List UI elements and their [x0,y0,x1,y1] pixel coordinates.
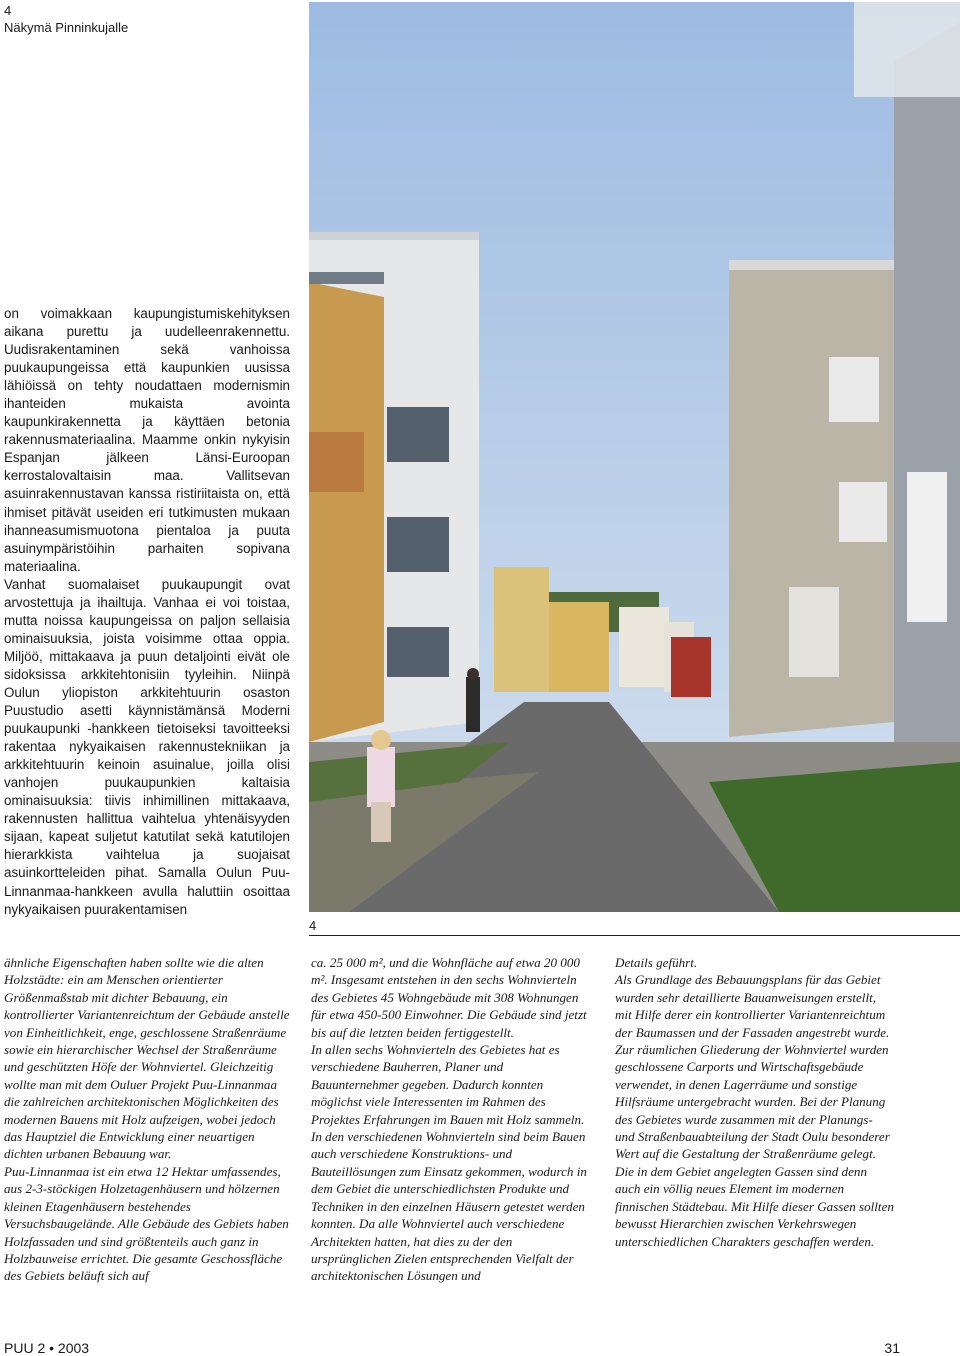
german-col1-paragraph-2: Puu-Linnanmaa ist ein etwa 12 Hektar umfassendes, aus 2-3-stöckigen Holzetagenhäusern und hölzernen kleinen Etagenhäusern bestehendes Versuchsbaugelände. Alle Gebäude des Gebiets haben Holzfassaden und sind größtenteils auch ganz in Holzbauweise errichtet. Die gesamte Geschossfläche des Gebiets beläuft sich auf [4,1163,289,1284]
footer-page-number: 31 [884,1340,900,1356]
german-col2-paragraph-2: In allen sechs Wohnvierteln des Gebietes hat es verschiedene Bauherren, Planer und Bauunternehmer gegeben. Dadurch konnten möglichst viele Interessenten im Rahmen des Projektes Erfahrungen im Bauen mit Holz sammeln. In den verschiedenen Wohnvierteln sind beim Bauen auch verschiedene Konstruktions- und Bauteillösungen zum Einsatz gekommen, wodurch in dem Gebiet die unterschiedlichsten Produkte und Techniken in den einzelnen Häusern getestet werden konnten. Da alle Wohnviertel auch verschiedene Architekten hatten, hat dies zu der den ursprünglichen Zielen entsprechenden Vielfalt der architektonischen Lösungen und [311,1042,587,1284]
finnish-paragraph-2: Vanhat suomalaiset puukaupungit ovat arvostettuja ja ihailtuja. Vanhaa ei voi toistaa, mutta noissa kaupungeissa on paljon sellaisia ominaisuuksia, joista voisimme ottaa oppia. Miljöö, mittakaava ja puun detaljointi eivät ole sidoksissa arkkitehtonisiin tyyleihin. Niinpä Oulun yliopiston arkkitehtuurin osaston Puustudio asetti käynnistämänsä Moderni puukaupunki -hankkeen tietoiseksi tavoitteeksi rakentaa nykyaikaisen rakennustekniikan ja arkkitehtuurin keinoin asuinalue, joilla olisi vanhojen puukaupunkien kaltaisia ominaisuuksia: tiivis inhimillinen mittakaava, rakennusten hallittua vaihtelua yhtenäisyyden sijaan, kapeat suljetut katutilat sekä katutilojen hierarkkista vaihtelua ja suojaisat asuinkortteleiden pihat. Samalla Oulun Puu-Linnanmaa-hankkeen avulla haluttiin osoittaa nykyaikaisen puurakentamisen [4,576,290,917]
german-col2-paragraph-1: ca. 25 000 m², und die Wohnfläche auf etwa 20 000 m². Insgesamt entstehen in den sechs Wohnvierteln des Gebietes 45 Wohngebäude mit 308 Wohnungen für etwa 450-500 Einwohner. Die Gebäude sind jetzt bis auf die letzten beiden fertiggestellt. [311,955,587,1040]
finnish-paragraph-1: on voimakkaan kaupungistumiskehityksen aikana purettu ja uudelleenrakennettu. Uudisrakentaminen sekä vanhoissa puukaupungeissa että kaupunkien uusissa lähiöissä on tehty noudattaen modernismin ihanteiden mukaista avointa kaupunkirakennetta ja käyttäen betonia rakennusmateriaalina. Maamme onkin nykyisin Espanjan jälkeen Länsi-Euroopan kerrostalovaltaisin maa. Vallitsevan asuinrakennustavan kanssa ristiriitaista on, että ihmiset pitävät useiden eri tutkimusten mukaan ihanneasumismuotona pientaloa ja puuta asuinympäristöihin parhaiten sopivana materiaalina. [4,306,290,574]
german-col3-paragraph-1: Details geführt. [615,955,698,970]
photo-number: 4 [309,918,317,933]
german-col3-paragraph-2: Als Grundlage des Bebauungsplans für das Gebiet wurden sehr detaillierte Bauanweisungen erstellt, mit Hilfe derer ein kontrollierter Variantenreichtum der Baumassen und der Fassaden angestrebt wurde. Zur räumlichen Gliederung der Wohnviertel wurden geschlossene Carports und Wirtschaftsgebäude verwendet, in denen Lagerräume und sonstige Hilfsräume untergebracht wurden. Bei der Planung des Gebietes wurde zusammen mit der Planungs- und Straßenbauabteilung der Stadt Oulu besonderer Wert auf die Gestaltung der Straßenräume gelegt. Die in dem Gebiet angelegten Gassen sind denn auch ein völlig neues Element im modernen finnischen Städtebau. Mit Hilfe dieser Gassen sollten bewusst Hierarchien zwischen Verkehrswegen unterschiedlichen Charakters geschaffen werden. [615,972,894,1249]
column-divider-rule [309,935,960,936]
street-view-photo [309,2,960,912]
footer-publication: PUU 2 • 2003 [4,1340,90,1356]
german-text-column-2 [311,954,591,1285]
german-col1-paragraph-1: ähnliche Eigenschaften haben sollte wie die alten Holzstädte: ein am Menschen orientierter Größenmaßstab mit dichter Bebauung, ein kontrollierter Variantenreichtum der Gebäude anstelle von Einheitlichkeit, enge, geschlossene Straßenräume sowie ein hierarchischer Wechsel der Straßenräume und geschützten Höfe der Wohnviertel. Gleichzeitig wollte man mit dem Ouluer Projekt Puu-Linnanmaa die zahlreichen architektonischen Möglichkeiten des modernen Bauens mit Holz aufzeigen, wobei jedoch das Hauptziel die Entwicklung einer neuartigen dichten urbanen Bebauung war. [4,955,290,1162]
german-text-column-1 [4,954,294,1285]
caption-number: 4 [4,3,12,18]
photo-caption [4,2,128,36]
caption-text: Näkymä Pinninkujalle [4,20,129,35]
finnish-text-column [4,305,290,919]
german-text-column-3 [615,954,895,1250]
